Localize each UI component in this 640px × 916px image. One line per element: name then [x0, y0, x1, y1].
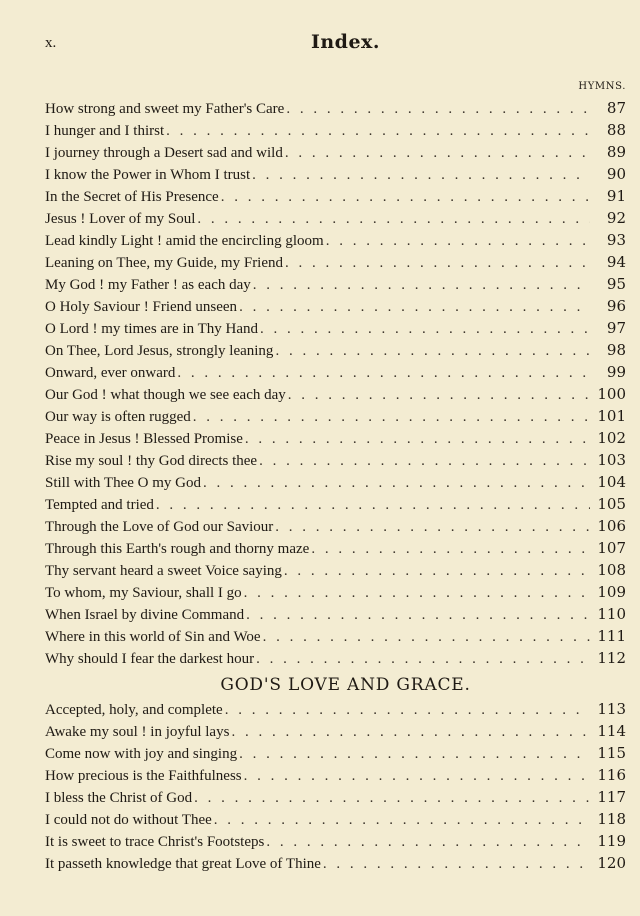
- dot-leader: [285, 142, 590, 163]
- entry-title: Jesus ! Lover of my Soul: [45, 211, 196, 227]
- index-entry: [45, 764, 626, 786]
- entry-title: O Holy Saviour ! Friend unseen: [45, 299, 238, 315]
- dot-leader: [275, 516, 590, 537]
- entry-title: It is sweet to trace Christ's Footsteps: [45, 834, 265, 850]
- index-entry: [45, 471, 626, 493]
- index-entry: [45, 647, 626, 669]
- index-entry: [45, 427, 626, 449]
- hymn-number: 108: [597, 561, 626, 579]
- dot-leader: [214, 809, 590, 830]
- page-header: [45, 0, 626, 70]
- index-entry: [45, 625, 626, 647]
- index-entry: [45, 493, 626, 515]
- index-entry: [45, 163, 626, 185]
- page-title: Index.: [310, 31, 381, 53]
- hymn-number: 106: [597, 517, 626, 535]
- entry-title: It passeth knowledge that great Love of Thine: [45, 856, 321, 872]
- hymn-number: 91: [606, 187, 626, 205]
- entry-title: Where in this world of Sin and Woe: [45, 629, 261, 645]
- hymn-number: 111: [597, 627, 626, 645]
- entry-title: Our way is often rugged: [45, 409, 191, 425]
- entry-title: Through the Love of God our Saviour: [45, 519, 274, 535]
- index-entry: [45, 449, 626, 471]
- dot-leader: [246, 604, 590, 625]
- hymn-number: 105: [597, 495, 626, 513]
- section-heading: GOD'S LOVE AND GRACE.: [220, 675, 471, 695]
- dot-leader: [245, 428, 590, 449]
- hymn-number: 93: [606, 231, 626, 249]
- hymn-number: 103: [597, 451, 626, 469]
- dot-leader: [194, 787, 590, 808]
- dot-leader: [260, 318, 590, 339]
- hymn-number: 107: [597, 539, 626, 557]
- entry-title: I hunger and I thirst: [45, 123, 165, 139]
- index-entry: [45, 808, 626, 830]
- index-entry: [45, 97, 626, 119]
- index-entry: [45, 141, 626, 163]
- entry-title: When Israel by divine Command: [45, 607, 245, 623]
- index-entry: [45, 786, 626, 808]
- dot-leader: [252, 164, 590, 185]
- entry-title: O Lord ! my times are in Thy Hand: [45, 321, 259, 337]
- dot-leader: [193, 406, 590, 427]
- dot-leader: [311, 538, 590, 559]
- hymn-number: 119: [597, 832, 626, 850]
- entry-title: Our God ! what though we see each day: [45, 387, 286, 403]
- dot-leader: [244, 582, 590, 603]
- dot-leader: [256, 648, 590, 669]
- index-entry: [45, 383, 626, 405]
- hymn-number: 115: [597, 744, 626, 762]
- index-entry: [45, 229, 626, 251]
- hymn-number: 102: [597, 429, 626, 447]
- dot-leader: [326, 230, 590, 251]
- entry-title: Thy servant heard a sweet Voice saying: [45, 563, 282, 579]
- hymn-number: 97: [606, 319, 626, 337]
- hymn-number: 88: [606, 121, 626, 139]
- hymn-number: 101: [597, 407, 626, 425]
- entry-title: Awake my soul ! in joyful lays: [45, 724, 230, 740]
- dot-leader: [225, 699, 590, 720]
- index-entry: [45, 251, 626, 273]
- hymn-number: 112: [597, 649, 626, 667]
- hymn-number: 98: [606, 341, 626, 359]
- entry-title: Peace in Jesus ! Blessed Promise: [45, 431, 243, 447]
- hymn-number: 104: [597, 473, 626, 491]
- index-entry: [45, 720, 626, 742]
- dot-leader: [323, 853, 590, 874]
- hymn-number: 89: [606, 143, 626, 161]
- index-entry: [45, 405, 626, 427]
- index-entry: [45, 119, 626, 141]
- dot-leader: [197, 208, 590, 229]
- entry-title: Leaning on Thee, my Guide, my Friend: [45, 255, 284, 271]
- index-entry: [45, 559, 626, 581]
- dot-leader: [239, 743, 590, 764]
- dot-leader: [203, 472, 590, 493]
- hymn-number: 109: [597, 583, 626, 601]
- hymn-number: 100: [597, 385, 626, 403]
- index-entry: [45, 742, 626, 764]
- hymn-number: 96: [606, 297, 626, 315]
- section-index-list: [45, 698, 626, 874]
- entry-title: How strong and sweet my Father's Care: [45, 101, 285, 117]
- dot-leader: [275, 340, 590, 361]
- index-entry: [45, 698, 626, 720]
- entry-title: Why should I fear the darkest hour: [45, 651, 255, 667]
- hymn-number: 116: [597, 766, 626, 784]
- entry-title: My God ! my Father ! as each day: [45, 277, 251, 293]
- index-list: [45, 97, 626, 669]
- index-entry: [45, 361, 626, 383]
- dot-leader: [266, 831, 590, 852]
- hymn-number: 118: [597, 810, 626, 828]
- index-entry: [45, 295, 626, 317]
- entry-title: In the Secret of His Presence: [45, 189, 219, 205]
- dot-leader: [263, 626, 590, 647]
- dot-leader: [286, 98, 590, 119]
- dot-leader: [284, 560, 590, 581]
- dot-leader: [231, 721, 590, 742]
- hymn-number: 95: [606, 275, 626, 293]
- entry-title: I know the Power in Whom I trust: [45, 167, 251, 183]
- dot-leader: [156, 494, 590, 515]
- index-entry: [45, 515, 626, 537]
- index-entry: [45, 273, 626, 295]
- index-entry: [45, 317, 626, 339]
- index-entry: [45, 830, 626, 852]
- dot-leader: [239, 296, 590, 317]
- hymns-column-label: HYMNS.: [578, 81, 626, 92]
- dot-leader: [259, 450, 590, 471]
- dot-leader: [177, 362, 590, 383]
- dot-leader: [285, 252, 590, 273]
- hymn-number: 117: [597, 788, 626, 806]
- hymn-number: 120: [597, 854, 626, 872]
- dot-leader: [244, 765, 590, 786]
- entry-title: Still with Thee O my God: [45, 475, 201, 491]
- hymn-number: 113: [597, 700, 626, 718]
- index-entry: [45, 185, 626, 207]
- hymn-number: 90: [606, 165, 626, 183]
- index-entry: [45, 537, 626, 559]
- dot-leader: [253, 274, 590, 295]
- entry-title: To whom, my Saviour, shall I go: [45, 585, 242, 601]
- entry-title: How precious is the Faithfulness: [45, 768, 242, 784]
- page-number: x.: [45, 35, 57, 51]
- entry-title: Onward, ever onward: [45, 365, 176, 381]
- hymn-number: 94: [606, 253, 626, 271]
- entry-title: I bless the Christ of God: [45, 790, 193, 806]
- dot-leader: [221, 186, 590, 207]
- index-entry: [45, 207, 626, 229]
- entry-title: Accepted, holy, and complete: [45, 702, 223, 718]
- index-entry: [45, 581, 626, 603]
- dot-leader: [166, 120, 590, 141]
- index-entry: [45, 852, 626, 874]
- entry-title: On Thee, Lord Jesus, strongly leaning: [45, 343, 274, 359]
- entry-title: Tempted and tried: [45, 497, 154, 513]
- entry-title: Come now with joy and singing: [45, 746, 238, 762]
- entry-title: Through this Earth's rough and thorny maze: [45, 541, 310, 557]
- entry-title: Rise my soul ! thy God directs thee: [45, 453, 258, 469]
- dot-leader: [288, 384, 590, 405]
- entry-title: I journey through a Desert sad and wild: [45, 145, 283, 161]
- index-entry: [45, 603, 626, 625]
- hymn-number: 99: [606, 363, 626, 381]
- hymn-number: 87: [606, 99, 626, 117]
- index-entry: [45, 339, 626, 361]
- entry-title: I could not do without Thee: [45, 812, 212, 828]
- entry-title: Lead kindly Light ! amid the encircling gloom: [45, 233, 324, 249]
- hymn-number: 114: [597, 722, 626, 740]
- hymn-number: 92: [606, 209, 626, 227]
- hymn-number: 110: [597, 605, 626, 623]
